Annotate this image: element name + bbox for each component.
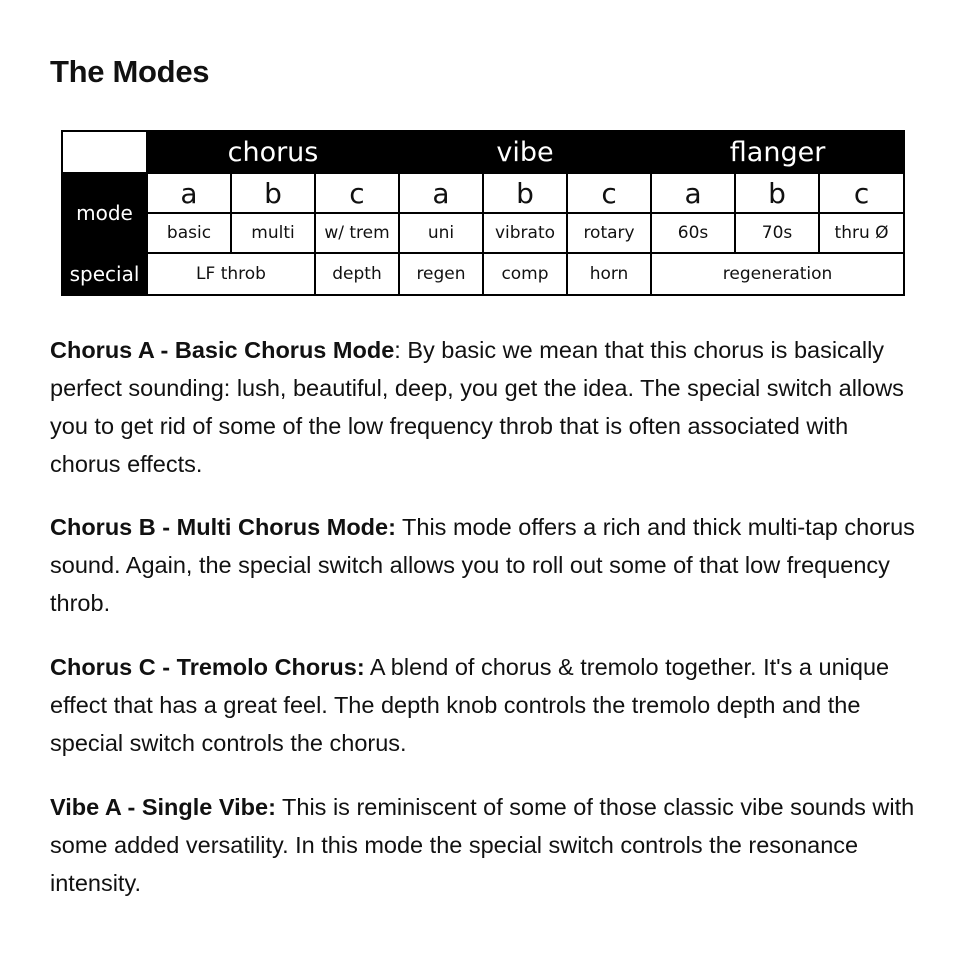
special-vibe-b: comp: [483, 253, 567, 295]
special-flanger: regeneration: [651, 253, 904, 295]
paragraph-body: This mode offers a rich and thick multi-tap chorus sound. Again, the special switch allows you to roll out some of that low frequency throb.: [50, 514, 915, 616]
special-vibe-c: horn: [567, 253, 651, 295]
paragraph-body: A blend of chorus & tremolo together. It's a unique effect that has a great feel. The depth knob controls the tremolo depth and the special switch controls the chorus.: [50, 654, 890, 756]
paragraph-vibe-a: [50, 788, 920, 902]
paragraph-heading: Chorus A - Basic Chorus Mode: [50, 337, 395, 363]
special-vibe-a: regen: [399, 253, 483, 295]
mode-name-chorus-c: w/ trem: [315, 213, 399, 253]
mode-name-flanger-b: 70s: [735, 213, 819, 253]
group-header-vibe: vibe: [399, 131, 651, 173]
row-label-mode: mode: [62, 173, 147, 253]
heading-separator: :: [394, 337, 401, 363]
group-header-row: [62, 131, 904, 173]
group-header-flanger: flanger: [651, 131, 904, 173]
mode-name-row: [62, 213, 904, 253]
mode-name-vibe-b: vibrato: [483, 213, 567, 253]
mode-letter-chorus-b: b: [231, 173, 315, 213]
paragraph-heading: Vibe A - Single Vibe:: [50, 794, 276, 820]
paragraph-heading: Chorus C - Tremolo Chorus:: [50, 654, 365, 680]
special-chorus-ab: LF throb: [147, 253, 315, 295]
paragraph-heading: Chorus B - Multi Chorus Mode:: [50, 514, 396, 540]
modes-table: [61, 130, 905, 296]
mode-letter-flanger-c: c: [819, 173, 904, 213]
paragraph-chorus-b: [50, 508, 920, 622]
paragraph-body: This is reminiscent of some of those classic vibe sounds with some added versatility. In this mode the special switch controls the resonance intensity.: [50, 794, 915, 896]
page-title: The Modes: [50, 54, 210, 89]
group-header-chorus: chorus: [147, 131, 399, 173]
mode-letter-flanger-a: a: [651, 173, 735, 213]
mode-name-flanger-c: thru Ø: [819, 213, 904, 253]
mode-letter-vibe-b: b: [483, 173, 567, 213]
paragraph-body: By basic we mean that this chorus is basically perfect sounding: lush, beautiful, deep, you get the idea. The special switch allows you to get rid of some of the low frequency throb that is often associated with chorus effects.: [50, 337, 904, 477]
mode-name-chorus-a: basic: [147, 213, 231, 253]
mode-letter-chorus-a: a: [147, 173, 231, 213]
paragraph-chorus-c: [50, 648, 920, 762]
special-chorus-c: depth: [315, 253, 399, 295]
mode-name-chorus-b: multi: [231, 213, 315, 253]
row-label-special: special: [62, 253, 147, 295]
paragraph-chorus-a: [50, 331, 920, 483]
mode-letter-row: [62, 173, 904, 213]
mode-letter-vibe-a: a: [399, 173, 483, 213]
mode-name-vibe-a: uni: [399, 213, 483, 253]
mode-name-vibe-c: rotary: [567, 213, 651, 253]
mode-letter-flanger-b: b: [735, 173, 819, 213]
special-row: [62, 253, 904, 295]
mode-name-flanger-a: 60s: [651, 213, 735, 253]
table-corner: [62, 131, 147, 173]
mode-letter-vibe-c: c: [567, 173, 651, 213]
mode-letter-chorus-c: c: [315, 173, 399, 213]
